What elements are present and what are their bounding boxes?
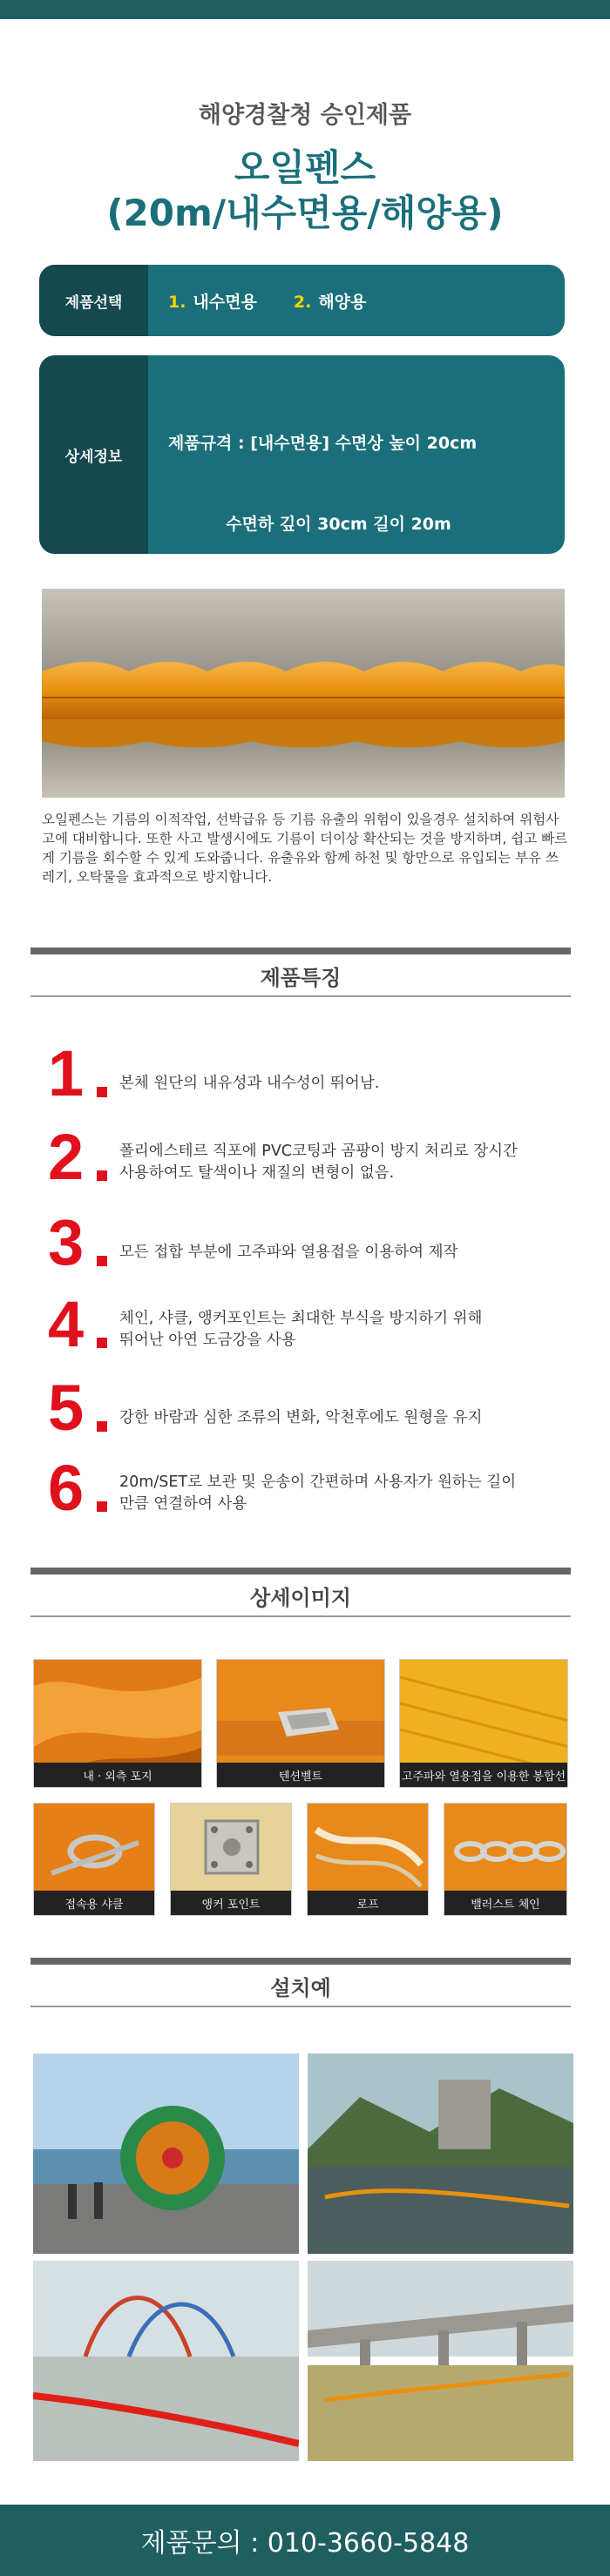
caption: 앵커 포인트: [171, 1891, 291, 1915]
feature-number: 6: [48, 1452, 85, 1524]
option-label: 내수면용: [193, 292, 257, 312]
option-number: 1.: [168, 292, 186, 312]
caption: 로프: [308, 1891, 428, 1915]
selection-options: [168, 265, 403, 336]
approval-heading: 해양경찰청 승인제품: [198, 102, 412, 129]
feature-line: 폴리에스테르 직포에 PVC코팅과 곰팡이 방지 처리로 장시간: [119, 1143, 518, 1160]
option-inland[interactable]: [168, 289, 257, 313]
detail-info-label: 상세정보: [39, 355, 148, 554]
feature-line: 사용하여도 탈색이나 재질의 변형이 없음.: [119, 1164, 395, 1182]
caption: 밸러스트 체인: [444, 1891, 566, 1915]
feature-number: 2: [48, 1121, 85, 1193]
installation-heading: [30, 1958, 571, 2010]
feature-number: 3: [48, 1206, 85, 1278]
spec-line: 수면하 깊이 30cm 길이 20m: [168, 515, 451, 534]
install-photo-reel: [33, 2053, 299, 2254]
caption: 고주파와 열용접을 이용한 봉합선: [400, 1763, 567, 1787]
feature-dot: [97, 1170, 107, 1181]
feature-line: 만큼 연결하여 사용: [119, 1495, 247, 1513]
feature-line: 강한 바람과 심한 조류의 변화, 악천후에도 원형을 유지: [119, 1409, 483, 1426]
heading-divider: [30, 1615, 571, 1617]
detail-image-anchor-point: [170, 1803, 292, 1916]
feature-line: 뛰어난 아연 도금강을 사용: [119, 1332, 296, 1349]
feature-line: 모든 접합 부분에 고주파와 열용접을 이용하여 제작: [119, 1244, 458, 1261]
install-photo-bridge: [308, 2261, 573, 2461]
caption: 텐션벨트: [217, 1763, 384, 1787]
feature-text: [119, 1472, 516, 1515]
feature-dot: [97, 1501, 107, 1512]
feature-text: [119, 1073, 379, 1095]
option-label: 해양용: [318, 292, 367, 312]
product-description: 오일펜스는 기름의 이적작업, 선박급유 등 기름 유출의 위험이 있을경우 설치하여 위험사고에 대비합니다. 또한 사고 발생시에도 기름이 더이상 확산되는 것을 방지하며, 쉽고 빠르게 기름을 회수할 수 있게 도와줍니다. 유출유와 함께 하천 및 항만으로 유입되는 부유 쓰레기, 오탁물을 효과적으로 방지합니다.: [42, 812, 568, 885]
selection-label: 제품선택: [39, 265, 148, 336]
feature-text: [119, 1242, 458, 1264]
feature-text: [119, 1141, 518, 1184]
heading-divider: [30, 995, 571, 997]
heading-bar: [30, 1568, 571, 1575]
feature-text: [119, 1407, 482, 1429]
install-photo-dam: [308, 2053, 573, 2254]
feature-dot: [97, 1421, 107, 1432]
feature-number: 4: [48, 1288, 85, 1360]
detail-images-heading-text: 상세이미지: [250, 1585, 351, 1610]
option-number: 2.: [293, 292, 312, 312]
heading-divider: [30, 2006, 571, 2007]
feature-text: [119, 1308, 482, 1352]
feature-line: 본체 원단의 내유성과 내수성이 뛰어남.: [119, 1075, 380, 1092]
feature-line: 체인, 샤클, 앵커포인트는 최대한 부식을 방지하기 위해: [119, 1310, 483, 1327]
spec-line: 제품규격 : [내수면용] 수면상 높이 20cm: [168, 434, 478, 453]
feature-number: 5: [48, 1372, 85, 1444]
detail-image-seam: [399, 1659, 568, 1788]
contact-footer[interactable]: 제품문의 : 010-3660-5848: [0, 2505, 610, 2576]
detail-info-lines: [168, 376, 477, 554]
product-subtitle: (20m/내수면용/해양용): [106, 192, 504, 234]
heading-bar: [30, 1958, 571, 1965]
detail-info-box: [39, 355, 565, 554]
feature-line: 20m/SET로 보관 및 운송이 간편하며 사용자가 원하는 길이: [119, 1473, 517, 1491]
installation-heading-text: 설치예: [270, 1975, 331, 2000]
oil-fence-photo: [42, 589, 565, 798]
detail-image-ballast-chain: [444, 1803, 567, 1916]
product-selection-box: [39, 265, 565, 336]
detail-image-shackle: [33, 1803, 155, 1916]
heading-bar: [30, 947, 571, 954]
detail-image-fabric: [33, 1659, 202, 1788]
install-photo-bridge-arch: [33, 2261, 299, 2461]
feature-dot: [97, 1256, 107, 1266]
product-title: 오일펜스: [234, 146, 376, 189]
features-heading: [30, 947, 571, 1000]
top-bar: [0, 0, 610, 19]
feature-dot: [97, 1087, 107, 1097]
feature-number: 1: [48, 1037, 85, 1109]
caption: 내 · 외측 포지: [34, 1763, 201, 1787]
features-heading-text: 제품특징: [260, 965, 342, 990]
detail-image-rope: [307, 1803, 429, 1916]
option-marine[interactable]: [294, 289, 367, 313]
detail-images-heading: [30, 1568, 571, 1620]
detail-image-tension-belt: [216, 1659, 385, 1788]
feature-dot: [97, 1338, 107, 1348]
caption: 접속용 샤클: [34, 1891, 154, 1915]
